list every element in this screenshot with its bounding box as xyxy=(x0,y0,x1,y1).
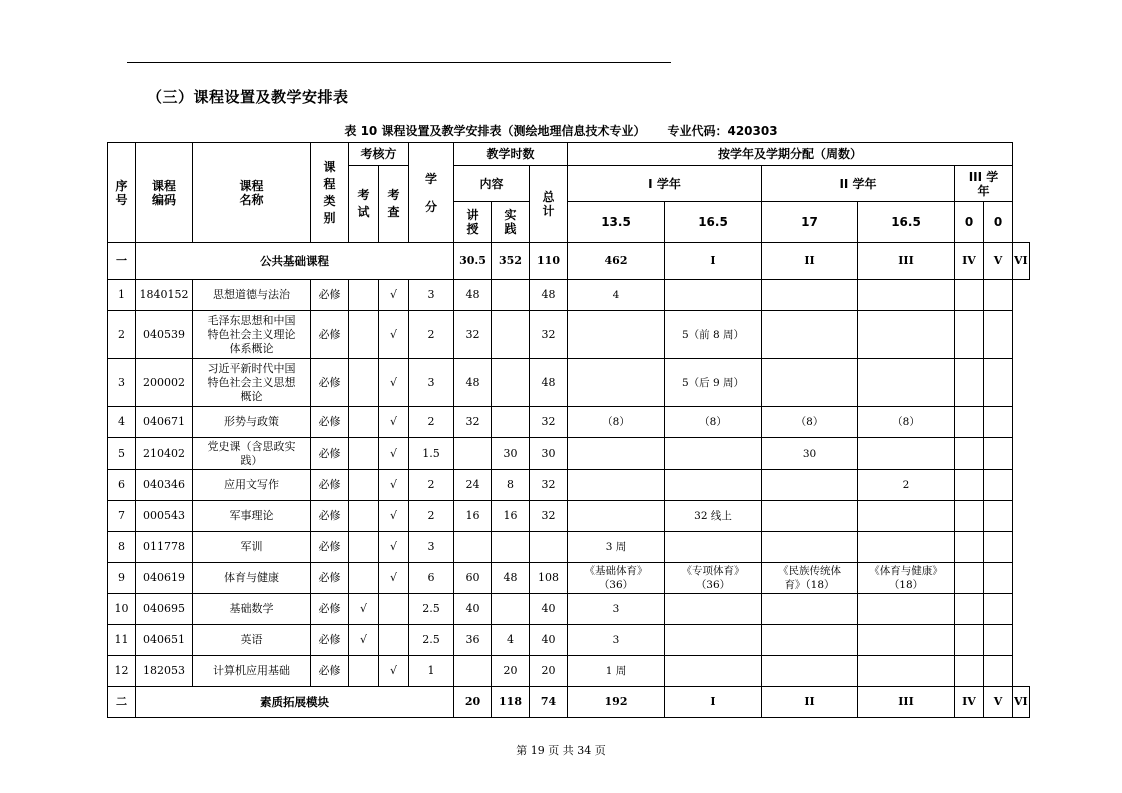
term-2-value xyxy=(665,280,762,311)
exam-mark xyxy=(349,438,379,470)
credits: 2 xyxy=(409,407,454,438)
section-lecture-hours: 352 xyxy=(492,243,530,280)
exam-mark xyxy=(349,563,379,594)
course-code: 000543 xyxy=(136,501,193,532)
course-code: 040671 xyxy=(136,407,193,438)
section-number: 一 xyxy=(108,243,136,280)
section-term-4: IV xyxy=(955,687,984,718)
row-number: 8 xyxy=(108,532,136,563)
term-3-value xyxy=(762,656,858,687)
term-4-value: 《体育与健康》 （18） xyxy=(858,563,955,594)
term-3-value: （8） xyxy=(762,407,858,438)
course-name: 思想道德与法治 xyxy=(193,280,311,311)
header-lecture: 讲 授 xyxy=(454,202,492,243)
row-number: 11 xyxy=(108,625,136,656)
term-4-value xyxy=(858,594,955,625)
check-mark xyxy=(379,625,409,656)
practice-hours xyxy=(492,407,530,438)
lecture-hours: 60 xyxy=(454,563,492,594)
header-seq: 序 号 xyxy=(108,143,136,243)
section-total-hours: 192 xyxy=(568,687,665,718)
course-type: 必修 xyxy=(311,656,349,687)
term-1-value xyxy=(568,501,665,532)
course-name: 应用文写作 xyxy=(193,470,311,501)
practice-hours: 4 xyxy=(492,625,530,656)
course-type: 必修 xyxy=(311,438,349,470)
course-type: 必修 xyxy=(311,563,349,594)
term-1-value: 4 xyxy=(568,280,665,311)
section-heading: （三）课程设置及教学安排表 xyxy=(147,88,349,106)
course-type: 必修 xyxy=(311,501,349,532)
course-row xyxy=(108,563,1030,594)
credits: 3 xyxy=(409,280,454,311)
section-practice-hours: 110 xyxy=(530,243,568,280)
term-2-value xyxy=(665,625,762,656)
term-3-value xyxy=(762,311,858,359)
exam-mark xyxy=(349,656,379,687)
total-hours: 32 xyxy=(530,311,568,359)
course-row xyxy=(108,407,1030,438)
term-5-value xyxy=(955,532,984,563)
section-lecture-hours: 118 xyxy=(492,687,530,718)
check-mark xyxy=(379,594,409,625)
lecture-hours xyxy=(454,438,492,470)
practice-hours xyxy=(492,594,530,625)
section-row xyxy=(108,243,1030,280)
total-hours: 30 xyxy=(530,438,568,470)
course-name: 基础数学 xyxy=(193,594,311,625)
course-code: 040539 xyxy=(136,311,193,359)
exam-mark xyxy=(349,407,379,438)
term-6-value xyxy=(984,594,1013,625)
credits: 2 xyxy=(409,501,454,532)
course-type: 必修 xyxy=(311,625,349,656)
term-3-value xyxy=(762,532,858,563)
total-hours: 108 xyxy=(530,563,568,594)
check-mark: √ xyxy=(379,501,409,532)
total-hours: 48 xyxy=(530,359,568,407)
course-code: 011778 xyxy=(136,532,193,563)
week-count-term4: 16.5 xyxy=(858,202,955,243)
total-hours: 32 xyxy=(530,470,568,501)
term-1-value xyxy=(568,438,665,470)
section-term-5: V xyxy=(984,243,1013,280)
header-year3: III 学 年 xyxy=(955,166,1013,202)
practice-hours xyxy=(492,311,530,359)
term-1-value xyxy=(568,359,665,407)
header-course-name: 课程 名称 xyxy=(193,143,311,243)
term-1-value: （8） xyxy=(568,407,665,438)
term-2-value: （8） xyxy=(665,407,762,438)
term-3-value: 30 xyxy=(762,438,858,470)
header-teaching-hours: 教学时数 xyxy=(454,143,568,166)
course-type: 必修 xyxy=(311,594,349,625)
term-6-value xyxy=(984,311,1013,359)
header-content: 内容 xyxy=(454,166,530,202)
section-total-hours: 462 xyxy=(568,243,665,280)
term-4-value: 2 xyxy=(858,470,955,501)
header-credits: 学 分 xyxy=(409,143,454,243)
term-4-value xyxy=(858,501,955,532)
course-code: 040651 xyxy=(136,625,193,656)
row-number: 6 xyxy=(108,470,136,501)
check-mark: √ xyxy=(379,280,409,311)
practice-hours: 8 xyxy=(492,470,530,501)
course-type: 必修 xyxy=(311,359,349,407)
course-row xyxy=(108,594,1030,625)
course-schedule-table xyxy=(107,142,1030,718)
term-1-value xyxy=(568,470,665,501)
term-2-value xyxy=(665,470,762,501)
term-3-value xyxy=(762,280,858,311)
row-number: 10 xyxy=(108,594,136,625)
total-hours: 48 xyxy=(530,280,568,311)
lecture-hours: 40 xyxy=(454,594,492,625)
term-1-value xyxy=(568,311,665,359)
check-mark: √ xyxy=(379,563,409,594)
course-row xyxy=(108,470,1030,501)
term-6-value xyxy=(984,563,1013,594)
course-row xyxy=(108,656,1030,687)
section-name: 公共基础课程 xyxy=(136,243,454,280)
lecture-hours: 16 xyxy=(454,501,492,532)
term-2-value: 5（前 8 周） xyxy=(665,311,762,359)
course-type: 必修 xyxy=(311,311,349,359)
section-term-1: I xyxy=(665,243,762,280)
term-4-value xyxy=(858,625,955,656)
term-4-value xyxy=(858,280,955,311)
row-number: 4 xyxy=(108,407,136,438)
term-6-value xyxy=(984,438,1013,470)
term-5-value xyxy=(955,594,984,625)
term-5-value xyxy=(955,311,984,359)
term-4-value: （8） xyxy=(858,407,955,438)
course-type: 必修 xyxy=(311,280,349,311)
term-3-value xyxy=(762,359,858,407)
course-type: 必修 xyxy=(311,470,349,501)
credits: 3 xyxy=(409,532,454,563)
section-credits: 20 xyxy=(454,687,492,718)
lecture-hours: 32 xyxy=(454,407,492,438)
course-name: 党史课（含思政实 践） xyxy=(193,438,311,470)
header-check: 考 查 xyxy=(379,166,409,243)
term-3-value xyxy=(762,470,858,501)
term-6-value xyxy=(984,470,1013,501)
lecture-hours xyxy=(454,532,492,563)
term-4-value xyxy=(858,359,955,407)
course-row xyxy=(108,359,1030,407)
lecture-hours: 36 xyxy=(454,625,492,656)
practice-hours xyxy=(492,280,530,311)
credits: 1 xyxy=(409,656,454,687)
header-distribution: 按学年及学期分配（周数） xyxy=(568,143,1013,166)
row-number: 2 xyxy=(108,311,136,359)
header-year2: II 学年 xyxy=(762,166,955,202)
term-2-value: 32 线上 xyxy=(665,501,762,532)
practice-hours: 48 xyxy=(492,563,530,594)
term-6-value xyxy=(984,501,1013,532)
credits: 3 xyxy=(409,359,454,407)
row-number: 9 xyxy=(108,563,136,594)
course-code: 040619 xyxy=(136,563,193,594)
week-count-term6: 0 xyxy=(984,202,1013,243)
page-number: 第 19 页 共 34 页 xyxy=(516,744,606,757)
course-type: 必修 xyxy=(311,407,349,438)
term-6-value xyxy=(984,280,1013,311)
term-5-value xyxy=(955,359,984,407)
total-hours: 20 xyxy=(530,656,568,687)
total-hours: 40 xyxy=(530,625,568,656)
section-term-2: II xyxy=(762,687,858,718)
exam-mark: √ xyxy=(349,594,379,625)
header-course-code: 课程 编码 xyxy=(136,143,193,243)
major-code: 专业代码：420303 xyxy=(667,124,778,138)
course-code: 1840152 xyxy=(136,280,193,311)
row-number: 5 xyxy=(108,438,136,470)
check-mark: √ xyxy=(379,359,409,407)
practice-hours: 20 xyxy=(492,656,530,687)
section-name: 素质拓展模块 xyxy=(136,687,454,718)
course-row xyxy=(108,532,1030,563)
term-6-value xyxy=(984,656,1013,687)
term-5-value xyxy=(955,563,984,594)
term-4-value xyxy=(858,656,955,687)
row-number: 3 xyxy=(108,359,136,407)
lecture-hours: 24 xyxy=(454,470,492,501)
course-code: 040695 xyxy=(136,594,193,625)
term-2-value xyxy=(665,656,762,687)
table-caption xyxy=(0,122,1122,139)
row-number: 1 xyxy=(108,280,136,311)
term-6-value xyxy=(984,407,1013,438)
term-2-value xyxy=(665,438,762,470)
course-name: 英语 xyxy=(193,625,311,656)
section-row xyxy=(108,687,1030,718)
header-practice: 实 践 xyxy=(492,202,530,243)
check-mark: √ xyxy=(379,438,409,470)
course-row xyxy=(108,625,1030,656)
exam-mark xyxy=(349,280,379,311)
section-term-6: VI xyxy=(1013,243,1030,280)
term-6-value xyxy=(984,625,1013,656)
term-5-value xyxy=(955,656,984,687)
exam-mark xyxy=(349,359,379,407)
week-count-term5: 0 xyxy=(955,202,984,243)
lecture-hours: 32 xyxy=(454,311,492,359)
term-5-value xyxy=(955,280,984,311)
week-count-term1: 13.5 xyxy=(568,202,665,243)
top-rule xyxy=(127,62,671,63)
term-1-value: 《基础体育》 （36） xyxy=(568,563,665,594)
credits: 2.5 xyxy=(409,594,454,625)
term-5-value xyxy=(955,407,984,438)
exam-mark: √ xyxy=(349,625,379,656)
course-name: 军事理论 xyxy=(193,501,311,532)
term-2-value xyxy=(665,594,762,625)
section-term-4: IV xyxy=(955,243,984,280)
term-4-value xyxy=(858,438,955,470)
term-3-value xyxy=(762,594,858,625)
term-5-value xyxy=(955,625,984,656)
exam-mark xyxy=(349,470,379,501)
term-3-value: 《民族传统体 育》（18） xyxy=(762,563,858,594)
term-1-value: 3 xyxy=(568,625,665,656)
credits: 6 xyxy=(409,563,454,594)
week-count-term2: 16.5 xyxy=(665,202,762,243)
course-row xyxy=(108,311,1030,359)
total-hours: 40 xyxy=(530,594,568,625)
row-number: 12 xyxy=(108,656,136,687)
course-type: 必修 xyxy=(311,532,349,563)
lecture-hours xyxy=(454,656,492,687)
term-5-value xyxy=(955,470,984,501)
section-term-1: I xyxy=(665,687,762,718)
exam-mark xyxy=(349,532,379,563)
table-title: 表 10 课程设置及教学安排表（测绘地理信息技术专业） xyxy=(344,124,646,138)
course-name: 军训 xyxy=(193,532,311,563)
term-3-value xyxy=(762,501,858,532)
course-row xyxy=(108,280,1030,311)
credits: 1.5 xyxy=(409,438,454,470)
term-2-value: 《专项体育》 （36） xyxy=(665,563,762,594)
exam-mark xyxy=(349,311,379,359)
section-term-3: III xyxy=(858,687,955,718)
course-code: 200002 xyxy=(136,359,193,407)
term-1-value: 3 周 xyxy=(568,532,665,563)
section-term-2: II xyxy=(762,243,858,280)
header-exam: 考 试 xyxy=(349,166,379,243)
term-5-value xyxy=(955,438,984,470)
term-1-value: 3 xyxy=(568,594,665,625)
course-code: 210402 xyxy=(136,438,193,470)
header-course-type: 课 程 类 别 xyxy=(311,143,349,243)
term-5-value xyxy=(955,501,984,532)
section-term-6: VI xyxy=(1013,687,1030,718)
course-name: 计算机应用基础 xyxy=(193,656,311,687)
credits: 2 xyxy=(409,311,454,359)
section-term-3: III xyxy=(858,243,955,280)
term-4-value xyxy=(858,311,955,359)
row-number: 7 xyxy=(108,501,136,532)
term-2-value xyxy=(665,532,762,563)
section-credits: 30.5 xyxy=(454,243,492,280)
course-name: 体育与健康 xyxy=(193,563,311,594)
course-name: 形势与政策 xyxy=(193,407,311,438)
check-mark: √ xyxy=(379,656,409,687)
term-1-value: 1 周 xyxy=(568,656,665,687)
term-3-value xyxy=(762,625,858,656)
term-2-value: 5（后 9 周） xyxy=(665,359,762,407)
course-name: 习近平新时代中国 特色社会主义思想 概论 xyxy=(193,359,311,407)
lecture-hours: 48 xyxy=(454,359,492,407)
term-6-value xyxy=(984,359,1013,407)
course-row xyxy=(108,501,1030,532)
check-mark: √ xyxy=(379,470,409,501)
total-hours xyxy=(530,532,568,563)
check-mark: √ xyxy=(379,532,409,563)
header-year1: I 学年 xyxy=(568,166,762,202)
practice-hours: 16 xyxy=(492,501,530,532)
course-row xyxy=(108,438,1030,470)
total-hours: 32 xyxy=(530,407,568,438)
exam-mark xyxy=(349,501,379,532)
section-practice-hours: 74 xyxy=(530,687,568,718)
term-6-value xyxy=(984,532,1013,563)
section-term-5: V xyxy=(984,687,1013,718)
lecture-hours: 48 xyxy=(454,280,492,311)
header-total: 总 计 xyxy=(530,166,568,243)
credits: 2.5 xyxy=(409,625,454,656)
course-name: 毛泽东思想和中国 特色社会主义理论 体系概论 xyxy=(193,311,311,359)
check-mark: √ xyxy=(379,311,409,359)
term-4-value xyxy=(858,532,955,563)
week-count-term3: 17 xyxy=(762,202,858,243)
practice-hours: 30 xyxy=(492,438,530,470)
check-mark: √ xyxy=(379,407,409,438)
practice-hours xyxy=(492,532,530,563)
course-code: 040346 xyxy=(136,470,193,501)
total-hours: 32 xyxy=(530,501,568,532)
credits: 2 xyxy=(409,470,454,501)
course-code: 182053 xyxy=(136,656,193,687)
section-number: 二 xyxy=(108,687,136,718)
practice-hours xyxy=(492,359,530,407)
header-assessment: 考核方 xyxy=(349,143,409,166)
